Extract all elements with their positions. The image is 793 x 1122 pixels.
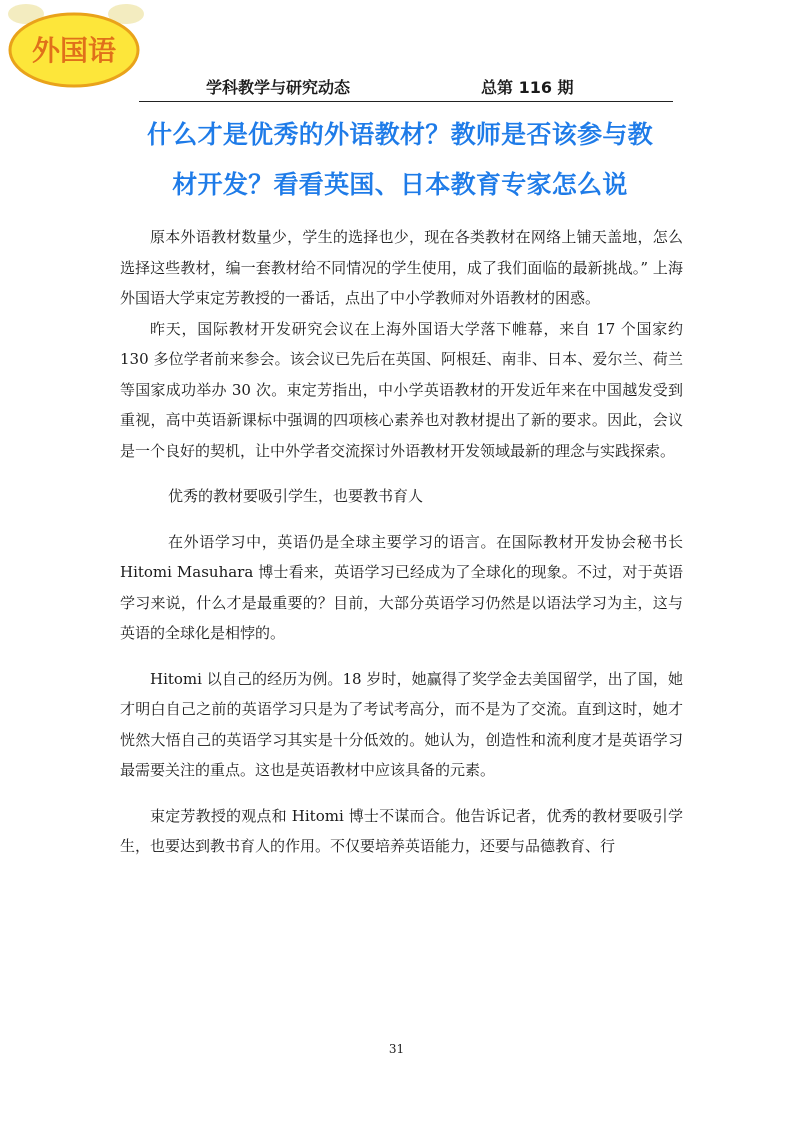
journal-name: 学科教学与研究动态 xyxy=(206,78,351,97)
logo-text: 外国语 xyxy=(31,34,117,67)
header-divider xyxy=(139,101,673,102)
paragraph-1: 原本外语教材数量少，学生的选择也少，现在各类教材在网络上铺天盖地，怎么选择这些教材，编一套教材给不同情况的学生使用，成了我们面临的最新挑战。” 上海外国语大学束定芳教授的一番话，点出了中小学教师对外语教材的困惑。 xyxy=(120,228,683,307)
page-number: 31 xyxy=(388,1042,405,1056)
article-title xyxy=(115,110,685,210)
section-heading: 优秀的教材要吸引学生，也要教书育人 xyxy=(168,487,424,505)
paragraph-2: 昨天，国际教材开发研究会议在上海外国语大学落下帷幕，来自 17 个国家约 130 多位学者前来参会。该会议已先后在英国、阿根廷、南非、日本、爱尔兰、荷兰等国家成功举办 30 次。束定芳指出，中小学英语教材的开发近年来在中国越发受到重视，高中英语新课标中强调的四项核心素养也对教材提出了新的要求。因此，会议是一个良好的契机，让中外学者交流探讨外语教材开发领域最新的理念与实践探索。 xyxy=(120,319,683,460)
paragraph-3: 在外语学习中，英语仍是全球主要学习的语言。在国际教材开发协会秘书长 Hitomi Masuhara 博士看来，英语学习已经成为了全球化的现象。不过，对于英语学习来说，什么才是最重要的？目前，大部分英语学习仍然是以语法学习为主，这与英语的全球化是相悖的。 xyxy=(120,532,683,642)
paragraph-4: Hitomi 以自己的经历为例。18 岁时，她赢得了奖学金去美国留学，出了国，她才明白自己之前的英语学习只是为了考试考高分，而不是为了交流。直到这时，她才恍然大悟自己的英语学习其实是十分低效的。她认为，创造性和流利度才是英语学习最需要关注的重点。这也是英语教材中应该具备的元素。 xyxy=(120,669,683,779)
foreign-language-logo xyxy=(0,0,150,100)
issue-number: 总第 116 期 xyxy=(481,78,574,97)
article-body xyxy=(120,222,683,862)
paragraph-5: 束定芳教授的观点和 Hitomi 博士不谋而合。他告诉记者，优秀的教材要吸引学生，也要达到教书育人的作用。不仅要培养英语能力，还要与品德教育、行 xyxy=(120,806,683,855)
article-title-line-1: 什么才是优秀的外语教材？教师是否该参与教 xyxy=(146,120,653,149)
article-title-line-2: 材开发？看看英国、日本教育专家怎么说 xyxy=(172,170,628,199)
